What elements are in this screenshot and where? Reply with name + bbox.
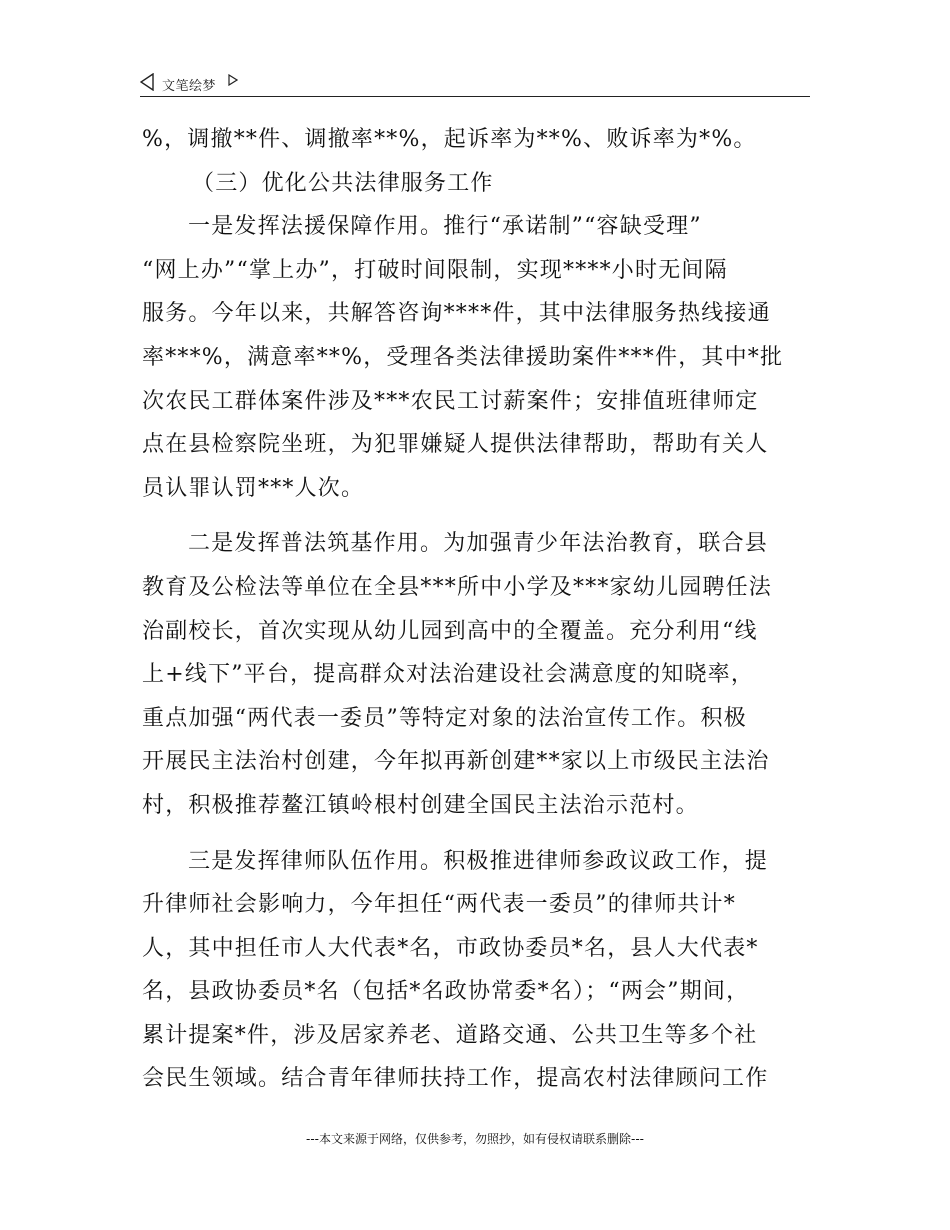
- text-line: 次农民工群体案件涉及***农民工讨薪案件；安排值班律师定: [142, 388, 759, 414]
- text-line: 累计提案*件，涉及居家养老、道路交通、公共卫生等多个社: [142, 1022, 758, 1048]
- text-line: 人，其中担任市人大代表*名，市政协委员*名，县人大代表*: [142, 935, 759, 961]
- text-line: 升律师社会影响力，今年担任“两代表一委员”的律师共计*: [142, 892, 736, 918]
- text-line: 上+线下”平台，提高群众对法治建设社会满意度的知晓率，: [142, 662, 755, 688]
- text-line: “网上办”“掌上办”，打破时间限制，实现****小时无间隔: [142, 257, 728, 283]
- text-line: 率***%，满意率**%，受理各类法律援助案件***件，其中*批: [142, 344, 784, 370]
- paragraph-gap: [142, 828, 812, 840]
- right-triangle-icon: [228, 74, 238, 86]
- left-triangle-icon: [140, 73, 154, 91]
- section-heading: （三）优化公共法律服务工作: [192, 170, 494, 196]
- text-line: 村，积极推荐鳌江镇岭根村创建全国民主法治示范村。: [142, 792, 699, 818]
- header-brand: 文笔绘梦: [162, 79, 217, 94]
- text-line: 员认罪认罚***人次。: [142, 475, 365, 501]
- text-line: 会民生领域。结合青年律师扶持工作，提高农村法律顾问工作: [142, 1066, 769, 1092]
- text-line: 开展民主法治村创建，今年拟再新创建**家以上市级民主法治: [142, 749, 770, 775]
- text-line: 一是发挥法援保障作用。推行“承诺制”“容缺受理”: [188, 214, 702, 240]
- text-line: 重点加强“两代表一委员”等特定对象的法治宣传工作。积极: [142, 705, 747, 731]
- text-line: 三是发挥律师队伍作用。积极推进律师参政议政工作，提: [188, 848, 769, 874]
- text-line: 教育及公检法等单位在全县***所中小学及***家幼儿园聘任法: [142, 574, 773, 600]
- text-line: 点在县检察院坐班，为犯罪嫌疑人提供法律帮助，帮助有关人: [142, 432, 769, 458]
- paragraph-gap: [142, 510, 812, 522]
- document-body: [142, 118, 812, 1101]
- text-line: 治副校长，首次实现从幼儿园到高中的全覆盖。充分利用“线: [142, 618, 758, 644]
- text-line: 服务。今年以来，共解答咨询****件，其中法律服务热线接通: [142, 301, 771, 327]
- text-line: 二是发挥普法筑基作用。为加强青少年法治教育，联合县: [188, 531, 769, 557]
- page-header: [140, 70, 810, 97]
- text-line: %，调撤**件、调撤率**%，起诉率为**%、败诉率为*%。: [142, 127, 757, 152]
- footer-disclaimer: ---本文来源于网络，仅供参考，勿照抄，如有侵权请联系删除---: [306, 1132, 644, 1146]
- text-line: 名，县政协委员*名（包括*名政协常委*名）；“两会”期间，: [142, 979, 750, 1005]
